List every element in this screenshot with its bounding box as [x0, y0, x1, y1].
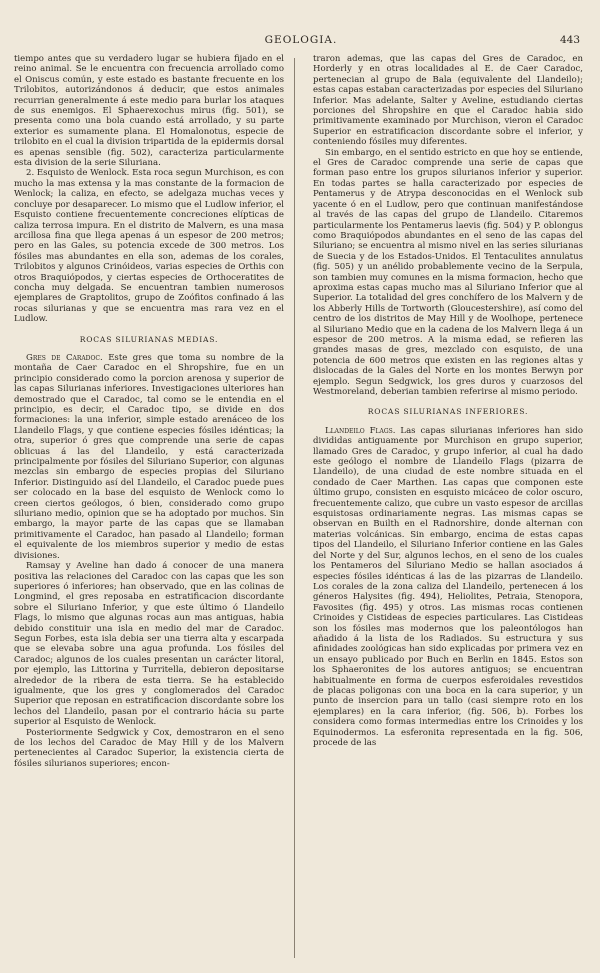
- running-head: [18, 34, 584, 48]
- section-heading-middle-silurian: ROCAS SILURIANAS MEDIAS.: [79, 334, 219, 344]
- right-paragraph-2: Sin embargo, en el sentido estricto en que hoy se entiende, el Gres de Caradoc comprende una serie de capas que forman paso entre los grupos silurianos inferior y superior. En todas partes se halla caracterizado por especies de Pentamerus y de Atrypa desconocidas en el Wenlock sub yacente ó en el Ludlow, pero que continuan manifestándose al través de las capas del grupo de Llandeilo. Citaremos particularmente los Pentamerus laevis (fig. 504) y P. oblongus como Braquiópodos abundantes en el seno de las capas del Siluriano; se encuentra al mismo nivel en las series silurianas de Suecia y de los Estados-Unidos. El Tentaculites annulatus (fig. 505) y un anélido probablemente vecino de la Serpula, son tambien muy comunes en la misma formacion, hecho que aproxima estas capas mucho mas al Siluriano Inferior que al Superior. La totalidad del gres conchífero de los Malvern y de los Abberly Hills de Tortworth (Gloucestershire), así como del centro de los distritos de May Hill y de Woolhope, pertenece al Siluriano Medio que en la cadena de los Malvern llega á un espesor de 200 metros. A la misma edad, se refieren las grandes masas de gres, mezclado con esquisto, de una potencia de 600 metros que existen en las regiones altas y dislocadas de la Gales del Norte en los montes Berwyn por ejemplo. Segun Sedgwick, los gres duros y cuarzosos del Westmoreland, deberian tambien referirse al mismo periodo.: [313, 147, 583, 397]
- paragraph-lead: Llandeilo Flags.: [325, 425, 396, 436]
- right-paragraph-3: [313, 426, 583, 749]
- column-divider: [294, 58, 295, 958]
- left-paragraph-3: [14, 353, 284, 561]
- left-paragraph-2: 2. Esquisto de Wenlock. Esta roca segun Murchison, es con mucho la mas extensa y la mas constante de la formacion de Wenlock; la caliza, en efecto, se adelgaza muchas veces y concluye por desaparecer. Lo mismo que el Ludlow inferior, el Esquisto contiene frecuentemente concreciones elípticas de caliza terrosa impura. En el distrito de Malvern, es una masa arcillosa fina que llega apenas á un espesor de 200 metros; pero en las Gales, su potencia excede de 300 metros. Los fósiles mas abundantes en ella son, ademas de los corales, Trilobitos y algunos Crinóideos, varias especies de Orthis con otros Braquiópodos, y ciertas especies de Orthoceratites de concha muy delgada. Se encuentran tambien numerosos ejemplares de Graptolitos, grupo de Zoófitos confinado á las rocas silurianas y que se encuentra mas rara vez en el Ludlow.: [14, 168, 284, 325]
- paragraph-lead: Gres de Caradoc.: [26, 352, 103, 363]
- right-column: [313, 54, 583, 748]
- paragraph-body: Este gres que toma su nombre de la montaña de Caer Caradoc en el Shropshire, fue en un principio considerado como la porcion arenosa y superior de las capas Silurianas inferiores. Investigaciones ulteriores han demostrado que el Caradoc, tal como se le entendia en el principio, es decir, el Caradoc tipo, se divide en dos formaciones: la una inferior, simple estado arenáceo de los Llandeilo Flags, y que contiene especies fósiles idénticas; la otra, superior ó gres que comprende una serie de capas oblicuas á las del Llandeilo, y está caracterizada principalmente por fósiles del Siluriano Superior, con algunas mezclas sin embargo de especies propias del Siluriano Inferior. Distinguido así del Llandeilo, el Caradoc puede pues ser colocado en la base del esquisto de Wenlock como lo creen ciertos geólogos, ó bien, considerado como grupo siluriano medio, opinion que se ha adoptado por muchos. Sin embargo, la mayor parte de las capas que se llamaban primitivamente el Caradoc, han pasado al Llandeilo; forman el equivalente de los miembros superior y medio de estas divisiones.: [14, 352, 284, 561]
- section-heading-lower-silurian: ROCAS SILURIANAS INFERIORES.: [367, 407, 529, 417]
- page-number: 443: [559, 34, 580, 46]
- running-title: GEOLOGIA.: [264, 34, 338, 46]
- left-column: [14, 54, 284, 769]
- left-paragraph-4: Ramsay y Aveline han dado á conocer de una manera positiva las relaciones del Caradoc con las capas que les son superiores ó inferiores; han observado, que en las colinas de Longmind, el gres reposaba en estratificacion discordante sobre el Siluriano Inferior, y que este último ó Llandeilo Flags, lo mismo que algunas rocas aun mas antiguas, habia debido constituir una isla en medio del mar de Caradoc. Segun Forbes, esta isla debia ser una tierra alta y escarpada que se elevaba sobre una agua profunda. Los fósiles del Caradoc; algunos de los cuales presentan un carácter litoral, por ejemplo, las Littorina y Turritella, debieron depositarse alrededor de la ribera de esta tierra. Se ha establecido igualmente, que los gres y conglomerados del Caradoc Superior que reposan en estratificacion discordante sobre los lechos del Llandeilo, pasan por el contrario hácia su parte superior al Esquisto de Wenlock.: [14, 561, 284, 728]
- right-paragraph-1: traron ademas, que las capas del Gres de Caradoc, en Horderly y en otras localidades al E. de Caer Caradoc, pertenecian al grupo de Bala (equivalente del Llandeilo); estas capas estaban caracterizadas por especies del Siluriano Inferior. Mas adelante, Salter y Aveline, estudiando ciertas porciones del Shropshire en que el Caradoc habia sido primitivamente examinado por Murchison, vieron el Caradoc Superior en estratificacion discordante sobre el inferior, y conteniendo fósiles muy diferentes.: [313, 54, 583, 148]
- left-paragraph-1: tiempo antes que su verdadero lugar se hubiera fijado en el reino animal. Se le encuentra con frecuencia arrollado como el Oniscus común, y este estado es bastante frecuente en los Trilobitos, autorizándonos á deducir, que estos animales recurrian generalmente á este medio para burlar los ataques de sus enemigos. El Sphaerexochus mirus (fig. 501), se presenta como una bola cuando está arrollado, y su parte exterior es sumamente plana. El Homalonotus, especie de trilobito en el cual la division tripartida de la epidermis dorsal es apenas sensible (fig. 502), caracteriza particularmente esta division de la serie Siluriana.: [14, 54, 284, 169]
- left-paragraph-5: Posteriormente Sedgwick y Cox, demostraron en el seno de los lechos del Caradoc de May Hill y de los Malvern pertenecientes al Caradoc Superior, la existencia cierta de fósiles silurianos superiores; encon-: [14, 727, 284, 769]
- paragraph-body: Las capas silurianas inferiores han sido divididas antiguamente por Murchison en grupo superior, llamado Gres de Caradoc, y grupo inferior, al cual ha dado este geólogo el nombre de Llandeilo Flags (pizarra de Llandeilo), de una ciudad de este nombre situada en el condado de Caer Marthen. Las capas que componen este último grupo, consisten en esquisto micáceo de color oscuro, frecuentemente calizo, que cubre un vasto espesor de arcillas esquistosas ordinariamente negras. Las mismas capas se observan en Builth en el Radnorshire, donde alternan con materias volcánicas. Sin embargo, encima de estas capas tipos del Llandeilo, el Siluriano Inferior contiene en las Gales del Norte y del Sur, algunos lechos, en el seno de los cuales los Pentameros del Siluriano Medio se hallan asociados á especies fósiles idénticas á las de las pizarras de Llandeilo. Los corales de la zona caliza del Llandeilo, pertenecen á los géneros Halysites (fig. 494), Heliolites, Petraia, Stenopora, Favosites (fig. 495) y otros. Las mismas rocas contienen Crinoides y Cistideas de especies particulares. Las Cistideas son los fósiles mas modernos que los paleontólogos han añadido á la lista de los Radiados. Su estructura y sus afinidades zoológicas han sido explicadas por primera vez en un ensayo publicado por Buch en Berlin en 1845. Estos son los Sphaeronites de los autores antiguos; se encuentran habitualmente en forma de cuerpos esferoidales revestidos de placas poligonas con una boca en la cara superior, y un punto de insercion para un tallo (casi siempre roto en los ejemplares) en la cara inferior, (fig. 506, b). Forbes los considera como formas intermedias entre los Crinoides y los Equinodermos. La esferonita representada en la fig. 506, procede de las: [313, 425, 583, 748]
